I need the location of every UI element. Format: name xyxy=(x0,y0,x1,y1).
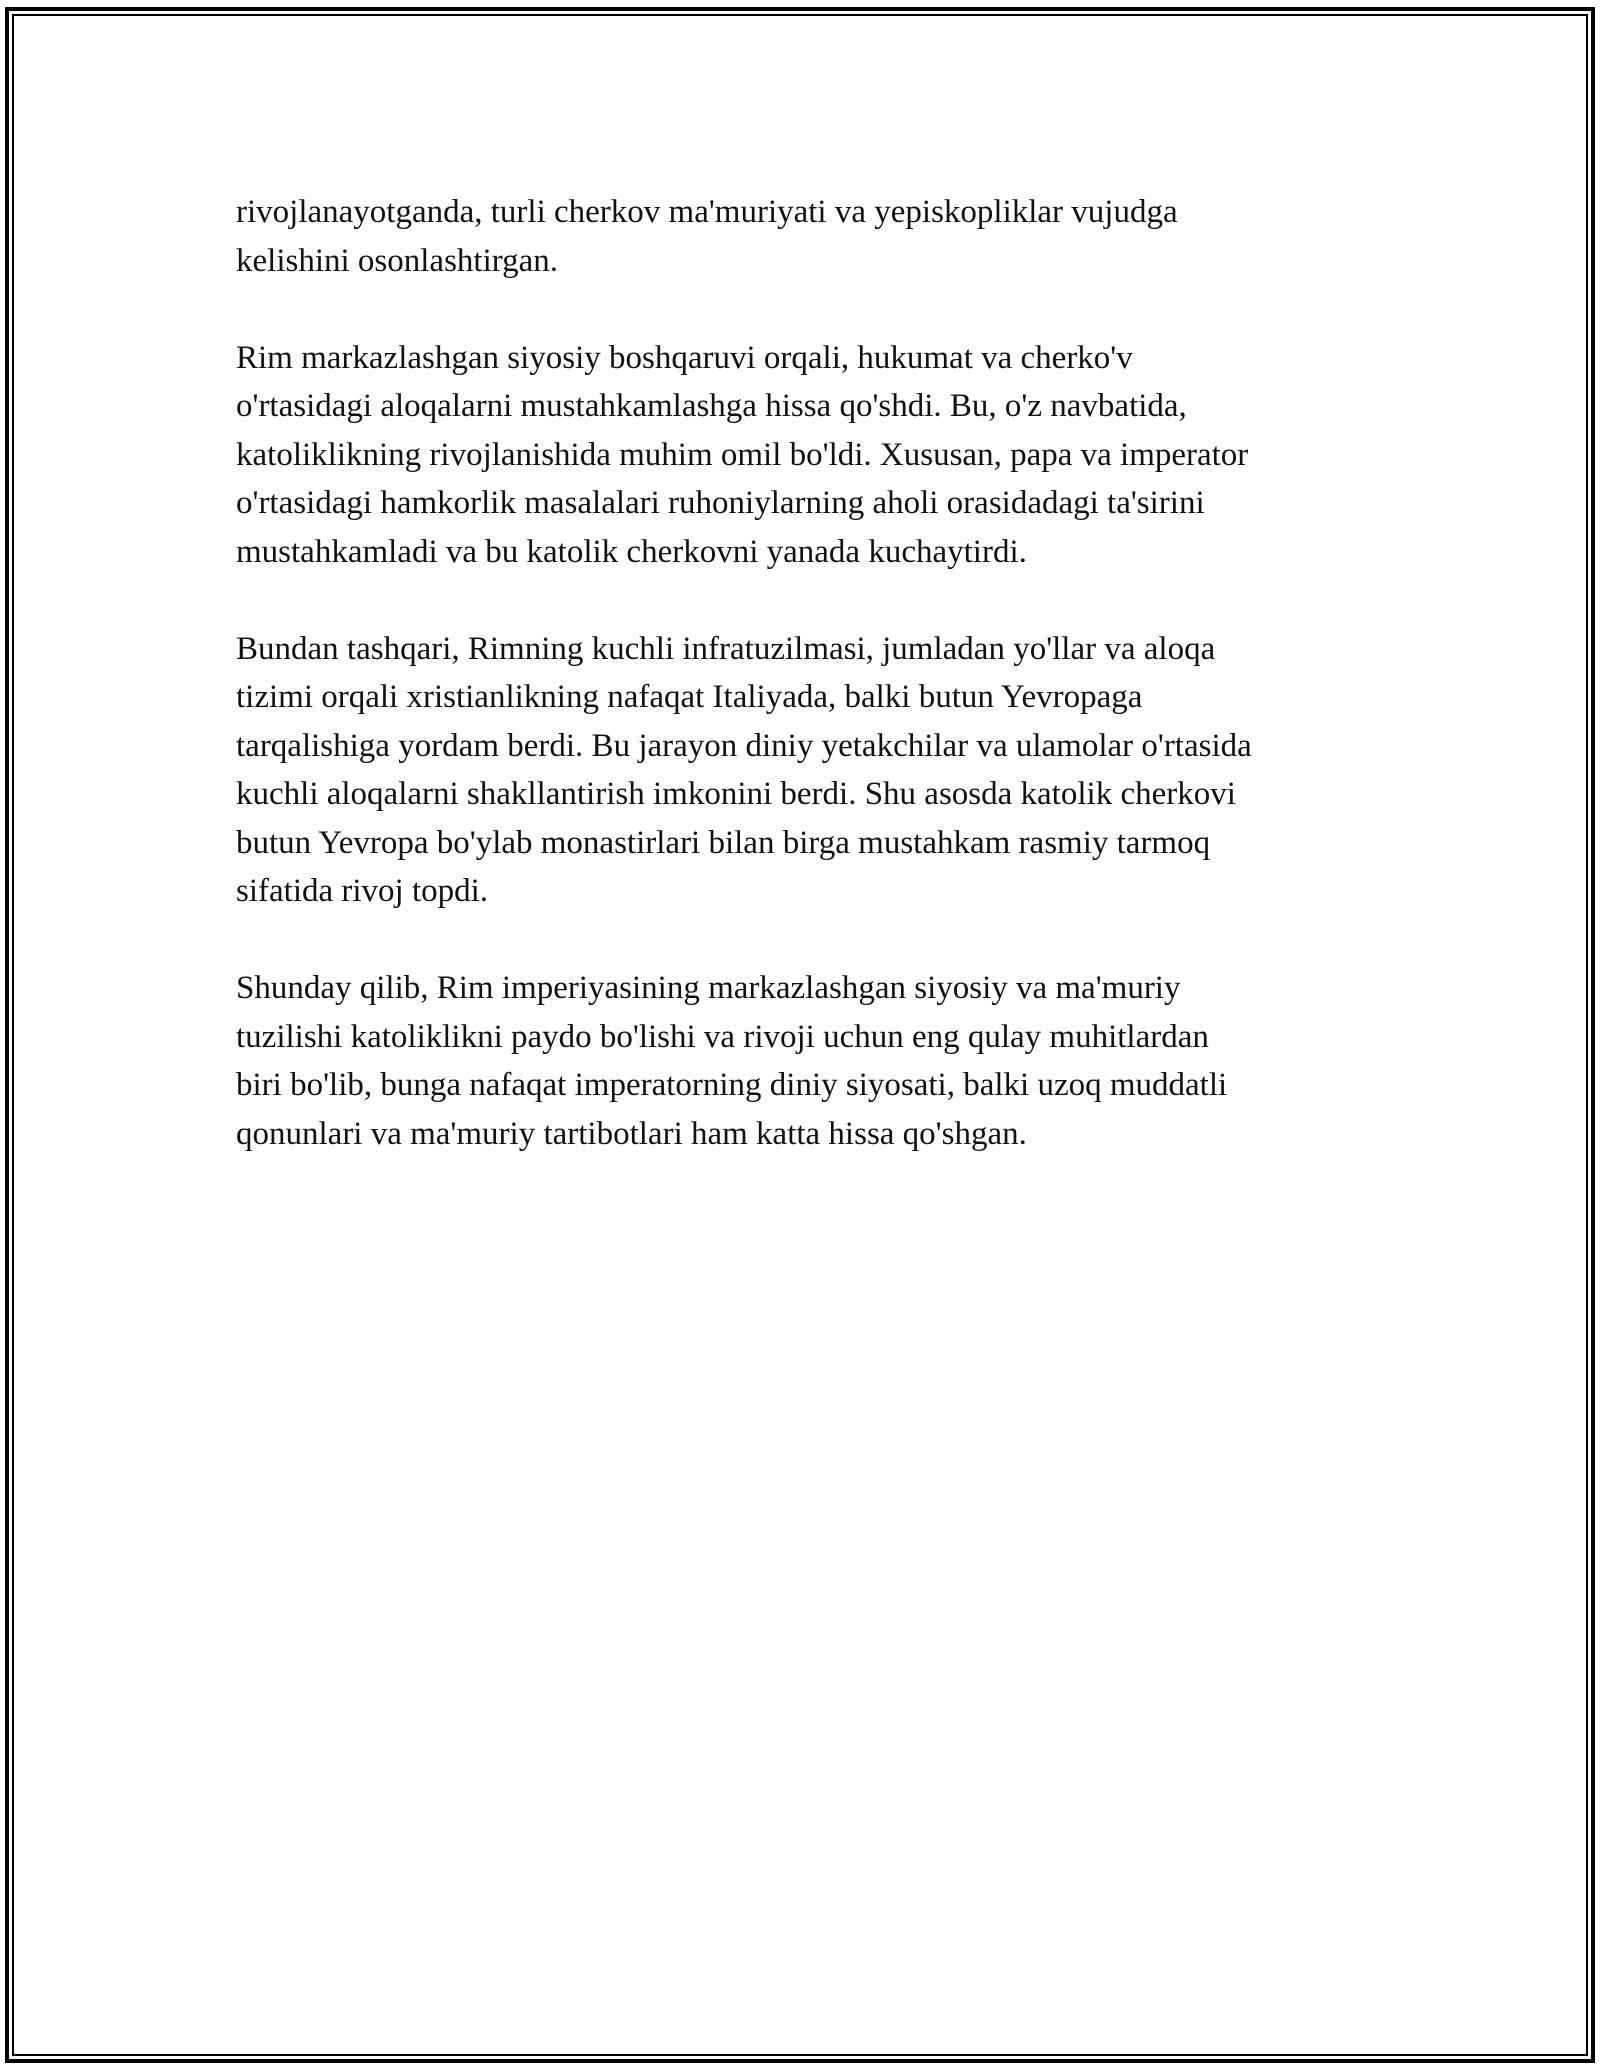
text-line: butun Yevropa bo'ylab monastirlari bilan birga mustahkam rasmiy tarmoq xyxy=(236,824,1211,861)
document-body xyxy=(236,188,1376,1207)
text-line: Shunday qilib, Rim imperiyasining markazlashgan siyosiy va ma'muriy xyxy=(236,970,1181,1006)
text-line: o'rtasidagi aloqalarni mustahkamlashga hissa qo'shdi. Bu, o'z navbatida, xyxy=(236,388,1187,424)
paragraph xyxy=(236,625,1376,916)
text-line: tuzilishi katoliklikni paydo bo'lishi va rivoji uchun eng qulay muhitlardan xyxy=(236,1018,1209,1055)
text-line: tarqalishiga yordam berdi. Bu jarayon diniy yetakchilar va ulamolar o'rtasida xyxy=(236,727,1252,764)
text-line: o'rtasidagi hamkorlik masalalari ruhoniylarning aholi orasidadagi ta'sirini xyxy=(236,485,1205,521)
text-line: Rim markazlashgan siyosiy boshqaruvi orqali, hukumat va cherko'v xyxy=(236,339,1133,376)
text-line: tizimi orqali xristianlikning nafaqat Italiyada, balki butun Yevropaga xyxy=(236,679,1143,715)
text-line: Bundan tashqari, Rimning kuchli infratuzilmasi, jumladan yo'llar va aloqa xyxy=(236,630,1216,667)
text-line: qonunlari va ma'muriy tartibotlari ham katta hissa qo'shgan. xyxy=(236,1115,1027,1152)
text-line: mustahkamladi va bu katolik cherkovni yanada kuchaytirdi. xyxy=(236,533,1027,570)
paragraph xyxy=(236,188,1376,285)
text-line: rivojlanayotganda, turli cherkov ma'muriyati va yepiskopliklar vujudga xyxy=(236,194,1178,230)
text-line: kelishini osonlashtirgan. xyxy=(236,242,559,279)
text-line: sifatida rivoj topdi. xyxy=(236,873,489,909)
text-line: biri bo'lib, bunga nafaqat imperatorning diniy siyosati, balki uzoq muddatli xyxy=(236,1067,1228,1103)
text-line: kuchli aloqalarni shakllantirish imkonini berdi. Shu asosda katolik cherkovi xyxy=(236,776,1236,812)
text-line: katoliklikning rivojlanishida muhim omil bo'ldi. Xususan, papa va imperator xyxy=(236,436,1249,473)
paragraph xyxy=(236,334,1376,577)
paragraph xyxy=(236,964,1376,1158)
